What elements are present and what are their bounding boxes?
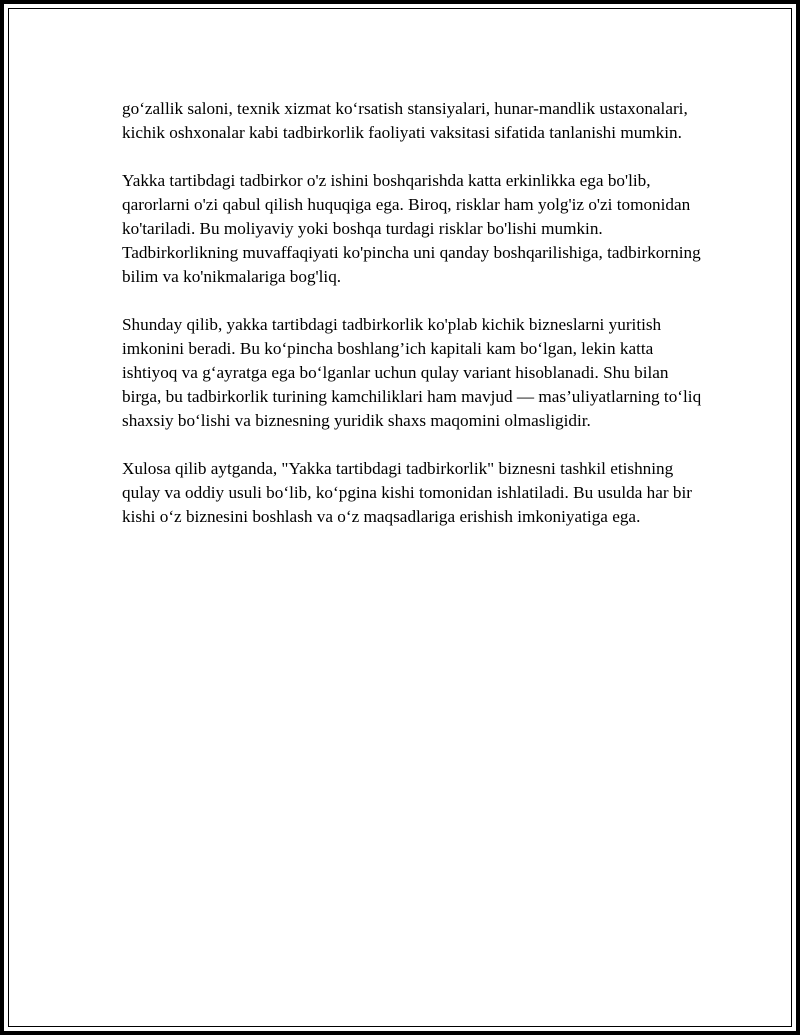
paragraph-4: Xulosa qilib aytganda, "Yakka tartibdagi tadbirkorlik" biznesni tashkil etishning qulay va oddiy usuli bo‘lib, ko‘pgina kishi tomonidan ishlatiladi. Bu usulda har bir kishi o‘z biznesini boshlash va o‘z maqsadlariga erishish imkoniyatiga ega. xyxy=(122,459,692,526)
paragraph-3: Shunday qilib, yakka tartibdagi tadbirkorlik ko'plab kichik bizneslarni yuritish imkonini beradi. Bu ko‘pincha boshlang’ich kapitali kam bo‘lgan, lekin katta ishtiyoq va g‘ayratga ega bo‘lganlar uchun qulay variant hisoblanadi. Shu bilan birga, bu tadbirkorlik turining kamchiliklari ham mavjud — mas’uliyatlarning to‘liq shaxsiy bo‘lishi va biznesning yuridik shaxs maqomini olmasligidir. xyxy=(122,315,702,430)
paragraph-2: Yakka tartibdagi tadbirkor o'z ishini boshqarishda katta erkinlikka ega bo'lib, qarorlarni o'zi qabul qilish huquqiga ega. Biroq, risklar ham yolg'iz o'zi tomonidan ko'tariladi. Bu moliyaviy yoki boshqa turdagi risklar bo'lishi mumkin. Tadbirkorlikning muvaffaqiyati ko'pincha uni qanday boshqarilishiga, tadbirkorning bilim va ko'nikmalariga bog'liq. xyxy=(122,171,701,286)
document-body xyxy=(122,97,712,553)
paragraph-1: go‘zallik saloni, texnik xizmat ko‘rsatish stansiyalari, hunar-mandlik ustaxonalari, kichik oshxonalar kabi tadbirkorlik faoliyati vaksitasi sifatida tanlanishi mumkin. xyxy=(122,99,688,142)
